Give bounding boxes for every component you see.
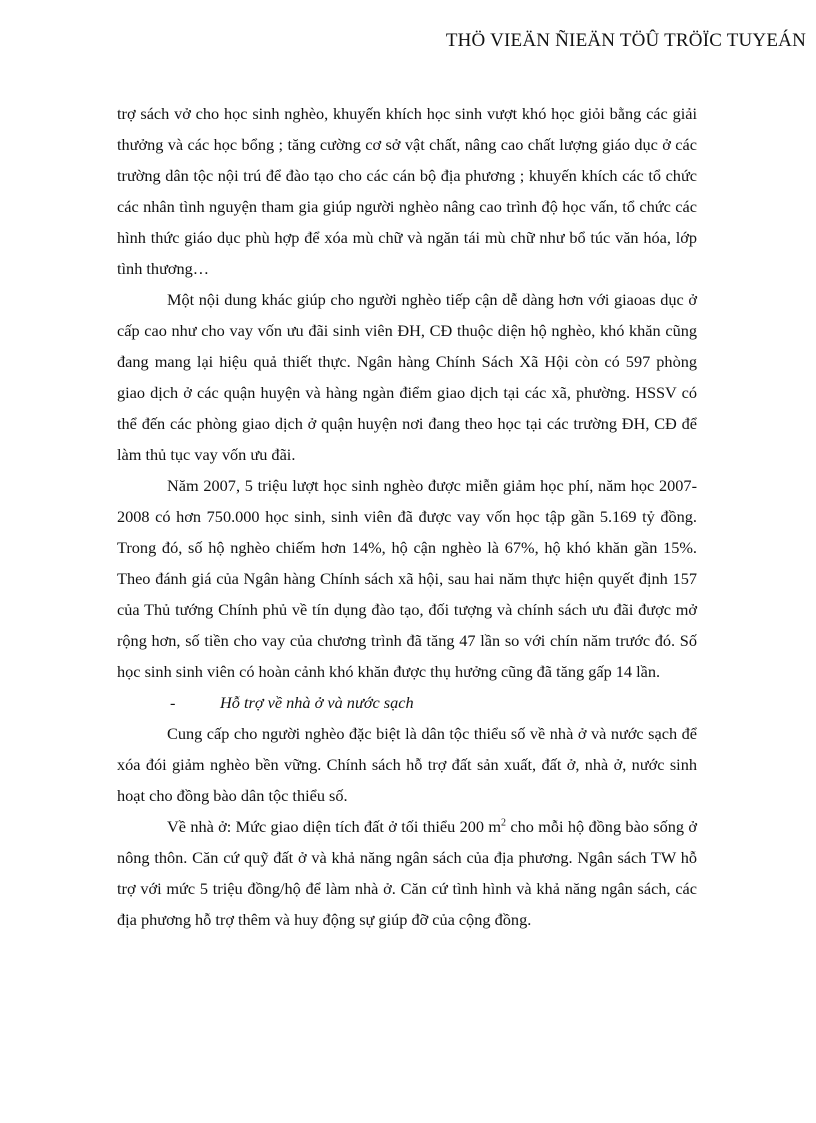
paragraph-1: trợ sách vở cho học sinh nghèo, khuyến khích học sinh vượt khó học giỏi bằng các giải thưởng và các học bổng ; tăng cường cơ sở vật chất, nâng cao chất lượng giáo dục ở các trường dân tộc nội trú để đào tạo cho các cán bộ địa phương ; khuyến khích các tổ chức các nhân tình nguyện tham gia giúp người nghèo nâng cao trình độ học vấn, tổ chức các hình thức giáo dục phù hợp để xóa mù chữ và ngăn tái mù chữ như bổ túc văn hóa, lớp tình thương… [117, 104, 697, 278]
superscript-2: 2 [501, 817, 507, 829]
paragraph-4: Cung cấp cho người nghèo đặc biệt là dân tộc thiểu số về nhà ở và nước sạch để xóa đói giảm nghèo bền vững. Chính sách hỗ trợ đất sản xuất, đất ở, nhà ở, nước sinh hoạt cho đồng bào dân tộc thiểu số. [117, 724, 697, 805]
paragraph-5 [117, 811, 697, 935]
paragraph-3: Năm 2007, 5 triệu lượt học sinh nghèo được miễn giảm học phí, năm học 2007-2008 có hơn 750.000 học sinh, sinh viên đã được vay vốn học tập gần 5.169 tỷ đồng. Trong đó, số hộ nghèo chiếm hơn 14%, hộ cận nghèo là 67%, hộ khó khăn gần 15%. Theo đánh giá của Ngân hàng Chính sách xã hội, sau hai năm thực hiện quyết định 157 của Thủ tướng Chính phủ về tín dụng đào tạo, đối tượng và chính sách ưu đãi được mở rộng hơn, số tiền cho vay của chương trình đã tăng 47 lần so với chín năm trước đó. Số học sinh sinh viên có hoàn cảnh khó khăn được thụ hưởng cũng đã tăng gấp 14 lần. [117, 476, 697, 681]
page-header: THÖ VIEÄN ÑIEÄN TÖÛ TRÖÏC TUYEÁN [445, 30, 806, 51]
paragraph-2: Một nội dung khác giúp cho người nghèo tiếp cận dễ dàng hơn với giaoas dục ở cấp cao như cho vay vốn ưu đãi sinh viên ĐH, CĐ thuộc diện hộ nghèo, khó khăn cũng đang mang lại hiệu quả thiết thực. Ngân hàng Chính Sách Xã Hội còn có 597 phòng giao dịch ở các quận huyện và hàng ngàn điểm giao dịch tại các xã, phường. HSSV có thể đến các phòng giao dịch ở quận huyện nơi đang theo học tại các trường ĐH, CĐ để làm thủ tục vay vốn ưu đãi. [117, 290, 697, 464]
page-content [117, 98, 697, 935]
bullet-dash: - [170, 693, 176, 712]
paragraph-5-start: Về nhà ở: Mức giao diện tích đất ở tối thiểu 200 m [167, 817, 502, 836]
section-heading [117, 687, 697, 718]
paragraph-5-end: cho mỗi hộ đồng bào sống ở nông thôn. Căn cứ quỹ đất ở và khả năng ngân sách của địa phương. Ngân sách TW hỗ trợ với mức 5 triệu đồng/hộ để làm nhà ở. Căn cứ tình hình và khả năng ngân sách, các địa phương hỗ trợ thêm và huy động sự giúp đỡ của cộng đồng. [117, 817, 697, 929]
section-title: Hỗ trợ về nhà ở và nước sạch [220, 693, 414, 712]
